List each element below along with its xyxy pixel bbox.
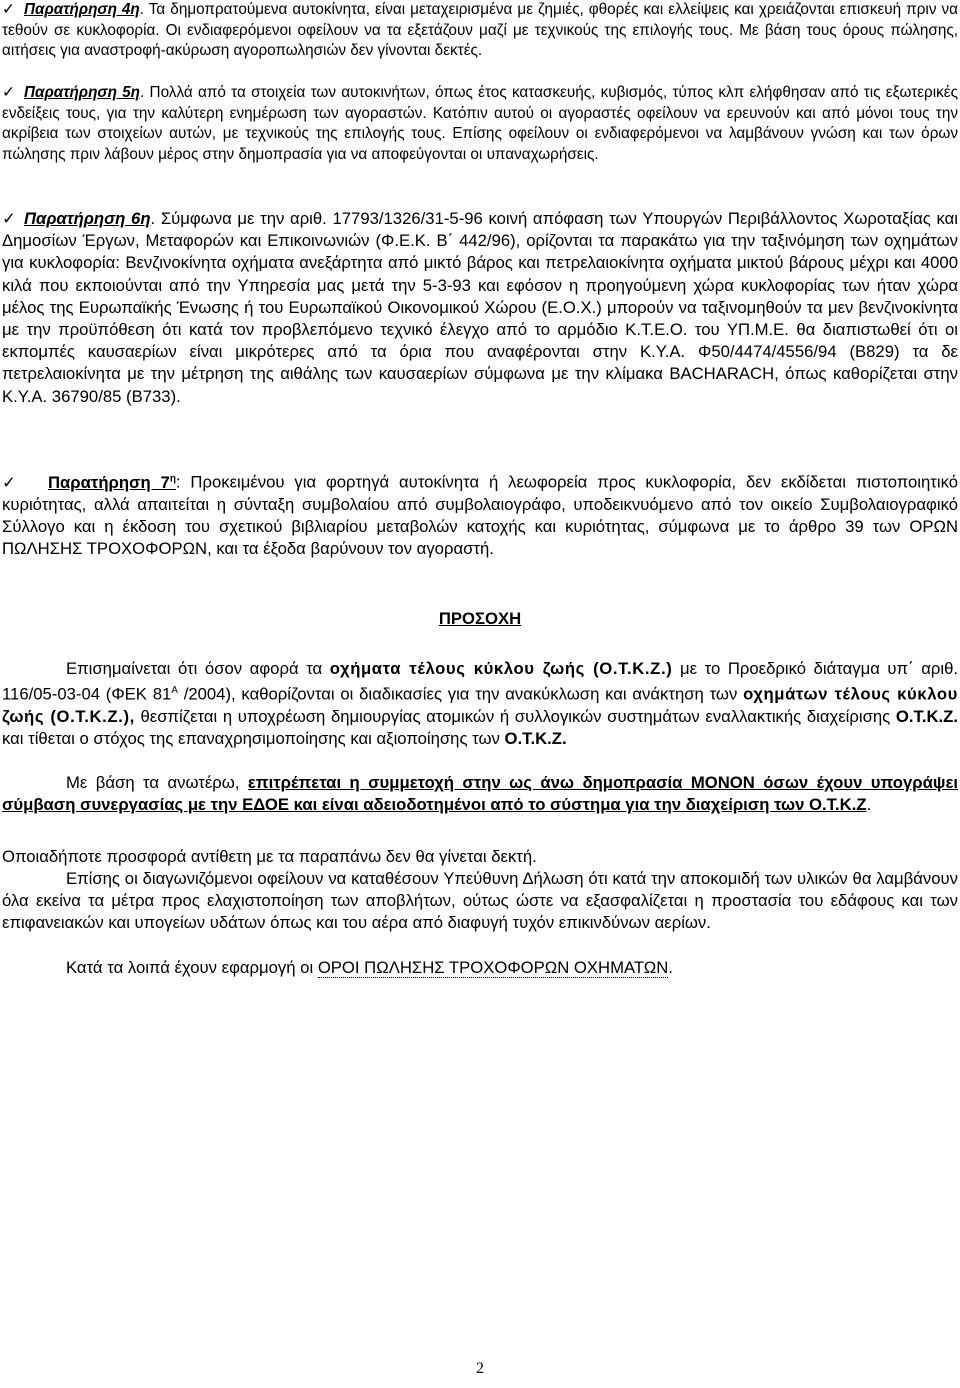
note-6 (2, 208, 958, 408)
checkmark-icon: ✓ (2, 472, 16, 492)
paragraph-elv: Επισημαίνεται ότι όσον αφορά τα οχήματα τέλους κύκλου ζωής (Ο.Τ.Κ.Ζ.) με το Προεδρικό διάταγμα υπ΄ αριθ. 116/05-03-04 (ΦΕΚ $81^A$ /2004), καθορίζονται οι διαδικασίες για την ανακύκλωση και ανάκτηση των οχημάτων τέλους κύκλου ζωής (Ο.Τ.Κ.Ζ.), θεσπίζεται η υποχρέωση δημιουργίας ατομικών ή συλλογικών συστημάτων εναλλακτικής διαχείρισης Ο.Τ.Κ.Ζ. και τίθεται ο στόχος της επαναχρησιμοποίησης και αξιοποίησης των Ο.Τ.Κ.Ζ. (2, 659, 958, 749)
note-4 (2, 0, 958, 62)
terms-reference: ΟΡΟΙ ΠΩΛΗΣΗΣ ΤΡΟΧΟΦΟΡΩΝ ΟΧΗΜΑΤΩΝ (317, 958, 669, 977)
paragraph-offers: Οποιαδήποτε προσφορά αντίθετη με τα παραπάνω δεν θα γίνεται δεκτή. (2, 847, 537, 866)
note-5-label: Παρατήρηση 5η (24, 84, 141, 101)
checkmark-icon: ✓ (2, 209, 16, 228)
paragraph-terms: Κατά τα λοιπά έχουν εφαρμογή οι ΟΡΟΙ ΠΩΛΗΣΗΣ ΤΡΟΧΟΦΟΡΩΝ ΟΧΗΜΑΤΩΝ. (66, 958, 673, 977)
paragraph-declaration: Επίσης οι διαγωνιζόμενοι οφείλουν να καταθέσουν Υπεύθυνη Δήλωση ότι κατά την αποκομιδή των υλικών θα λαμβάνουν όλα εκείνα τα μέτρα προς ελαχιστοποίηση των αποβλήτων, ούτως ώστε να εξασφαλίζεται η προστασία του εδάφους και των επιφανειακών και υπογείων υδάτων όπως και του αέρα από διαφυγή τυχόν επικινδύνων αερίων. (2, 869, 958, 933)
note-7-text: : Προκειμένου για φορτηγά αυτοκίνητα ή λεωφορεία προς κυκλοφορία, δεν εκδίδεται πιστοποιητικό κυριότητας, αλλά απαιτείται η σύνταξη συμβολαίου από συμβολαιογράφο, υποδεικνυόμενο από τον οικείο Συμβολαιογραφικό Σύλλογο και η έκδοση του σχετικού βιβλιαρίου μεταβολών κατοχής και κυριότητας, σύμφωνα με το άρθρο 39 των ΟΡΩΝ ΠΩΛΗΣΗΣ ΤΡΟΧΟΦΟΡΩΝ, και τα έξοδα βαρύνουν τον αγοραστή. (2, 472, 959, 559)
note-6-label: Παρατήρηση 6η (24, 209, 151, 228)
note-6-text: . Σύμφωνα με την αριθ. 17793/1326/31-5-96 κοινή απόφαση των Υπουργών Περιβάλλοντος Χωροταξίας και Δημοσίων Έργων, Μεταφορών και Επικοινωνιών (Φ.Ε.Κ. Β΄ 442/96), ορίζονται τα παρακάτω για την ταξινόμηση των οχημάτων για κυκλοφορία: Βενζινοκίνητα οχήματα ανεξάρτητα από μικτό βάρος και πετρελαιοκίνητα οχήματα μικτού βάρους μέχρι και 4000 κιλά που εκποιούνται από την Υπηρεσία μας μετά την 5-3-93 και εφόσον η προηγούμενη χώρα κυκλοφορίας των ήταν χώρα μέλος της Ευρωπαϊκής Ένωσης ή του Ευρωπαϊκού Οικονομικού Χώρου (Ε.Ο.Χ.) μπορούν να ταξινομηθούν τα μεν βενζινοκίνητα με την προϋπόθεση ότι κατά τον προβλεπόμενο τεχνικό έλεγχο από το αρμόδιο Κ.Τ.Ε.Ο. του ΥΠ.Μ.Ε. θα διαπιστωθεί ότι οι εκπομπές καυσαερίων είναι μικρότερες από τα όρια που αναφέρονται στην Κ.Υ.Α. Φ50/4474/4556/94 (Β829) τα δε πετρελαιοκίνητα με την μέτρηση της αιθάλης των καυσαερίων σύμφωνα με την κλίμακα BACHARACH, όπως καθορίζεται στην Κ.Υ.Α. 36790/85 (Β733). (2, 209, 959, 406)
checkmark-icon: ✓ (2, 1, 15, 18)
page-number: 2 (476, 1360, 484, 1377)
attention-heading: ΠΡΟΣΟΧΗ (438, 609, 522, 628)
checkmark-icon: ✓ (2, 84, 15, 101)
paragraph-participation: Με βάση τα ανωτέρω, επιτρέπεται η συμμετοχή στην ως άνω δημοπρασία ΜΟΝΟΝ όσων έχουν υπογράψει σύμβαση συνεργασίας με την ΕΔΟΕ και είναι αδειοδοτημένοι από το σύστημα για την διαχείριση των Ο.Τ.Κ.Ζ. (2, 773, 958, 815)
note-7-label: Παρατήρηση $7^\eta$ (48, 472, 176, 492)
note-4-label: Παρατήρηση 4η (24, 1, 140, 18)
note-5-text: . Πολλά από τα στοιχεία των αυτοκινήτων, όπως έτος κατασκευής, κυβισμός, τύπος κλπ ελήφθησαν από τις εξωτερικές ενδείξεις τους, για την καλύτερη ενημέρωση των αγοραστών. Κατόπιν αυτού οι αγοραστές οφείλουν να ερευνούν και από μόνοι τους την ακρίβεια των στοιχείων αυτών, με τεχνικούς της επιλογής τους. Επίσης οφείλουν οι ενδιαφερόμενοι να λαμβάνουν γνώση και των όρων πώλησης πριν λάβουν μέρος στην δημοπρασία για να αποφεύγονται οι υπαναχωρήσεις. (2, 84, 959, 163)
note-7 (2, 468, 958, 560)
note-5 (2, 83, 958, 165)
note-4-text: . Τα δημοπρατούμενα αυτοκίνητα, είναι μεταχειρισμένα με ζημιές, φθορές και ελλείψεις και χρειάζονται επισκευή πριν να τεθούν σε κυκλοφορία. Οι ενδιαφερόμενοι οφείλουν να τα εξετάζουν μαζί με τεχνικούς της επιλογής τους. Με βάση τους όρους πώλησης, αιτήσεις για αναστροφή-ακύρωση αγοροπωλησιών δεν γίνονται δεκτές. (2, 1, 958, 60)
